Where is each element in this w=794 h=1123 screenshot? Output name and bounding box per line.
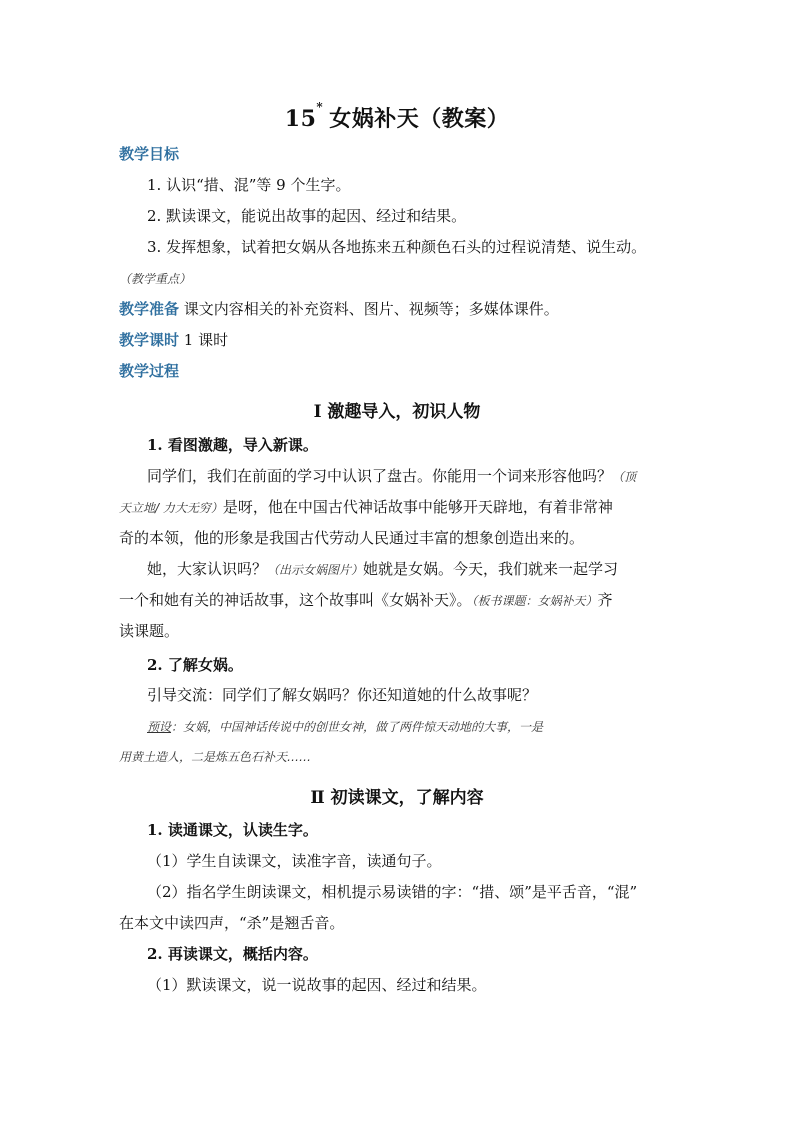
text: 是呀，他在中国古代神话故事中能够开天辟地，有着非常神 [222,498,613,516]
teaching-focus-note: （教学重点） [119,272,192,286]
part-heading-2: Ⅱ 初读课文，了解内容 [310,788,484,808]
goal-item-3-note [119,268,679,289]
guide-line: 引导交流：同学们了解女娲吗？你还知道她的什么故事呢？ [147,686,538,704]
title-asterisk: * [316,100,324,114]
step-2-1-sub-1: （1）学生自读课文，读准字音，读通句子。 [147,852,442,870]
goal-item-2: 2. 默读课文，能说出故事的起因、经过和结果。 [147,207,467,225]
step-2-1-sub-2-line-2: 在本文中读四声，“杀”是翘舌音。 [119,914,345,932]
paragraph-1-line-3: 奇的本领，他的形象是我国古代劳动人民通过丰富的想象创造出来的。 [119,529,585,547]
text: 她，大家认识吗？ [147,560,268,578]
step-2-1: 1. 读通课文，认读生字。 [147,821,318,839]
goal-item-1: 1. 认识“措、混”等 9 个生字。 [147,176,351,194]
preset-line-2 [119,746,679,767]
paragraph-2-line-2 [119,590,679,611]
preset-text: 用黄土造人，二是炼五色石补天…… [119,750,312,764]
paragraph-2-line-1 [147,559,707,580]
title-text: 女娲补天（教案） [329,106,510,132]
preset-label: 预设 [147,720,172,734]
step-2-1-sub-2-line-1: （2）指名学生朗读课文，相机提示易读错的字：“措、颂”是平舌音，“混” [147,883,638,901]
text: 同学们，我们在前面的学习中认识了盘古。你能用一个词来形容他吗？ [147,467,613,485]
section-heading-goals: 教学目标 [119,145,180,163]
note: （顶 [612,470,637,484]
text: 她就是女娲。今天，我们就来一起学习 [363,560,619,578]
step-2-2-sub-1: （1）默读课文，说一说故事的起因、经过和结果。 [147,976,487,994]
part-heading-1: Ⅰ 激趣导入，初识人物 [313,402,481,422]
text: 一个和她有关的神话故事，这个故事叫《女娲补天》。 [119,591,472,609]
time-text: 1 课时 [179,331,229,349]
time-label: 教学课时 [119,331,180,349]
prep-text: 课文内容相关的补充资料、图片、视频等；多媒体课件。 [179,300,559,318]
paragraph-2-line-3: 读课题。 [119,622,180,640]
title-number: 15 [284,106,317,132]
prep-label: 教学准备 [119,300,180,318]
preset-line-1 [147,716,707,737]
prep-line [119,299,679,319]
preset-text: ：女娲，中国神话传说中的创世女神，做了两件惊天动地的大事，一是 [171,720,544,734]
step-2-2: 2. 再读课文，概括内容。 [147,945,318,963]
paragraph-1-line-1 [147,466,707,487]
note: 天立地/ 力大无穷） [119,501,223,515]
note: （板书课题：女娲补天） [471,594,598,608]
goal-item-3: 3. 发挥想象，试着把女娲从各地拣来五种颜色石头的过程说清楚、说生动。 [147,238,647,256]
time-line [119,330,679,350]
note: （出示女娲图片） [267,563,364,577]
paragraph-1-line-2 [119,497,679,518]
step-1-1: 1. 看图激趣，导入新课。 [147,436,318,454]
page-title [0,102,794,133]
section-heading-process: 教学过程 [119,362,180,380]
step-1-2: 2. 了解女娲。 [147,656,243,674]
text: 齐 [597,591,613,609]
